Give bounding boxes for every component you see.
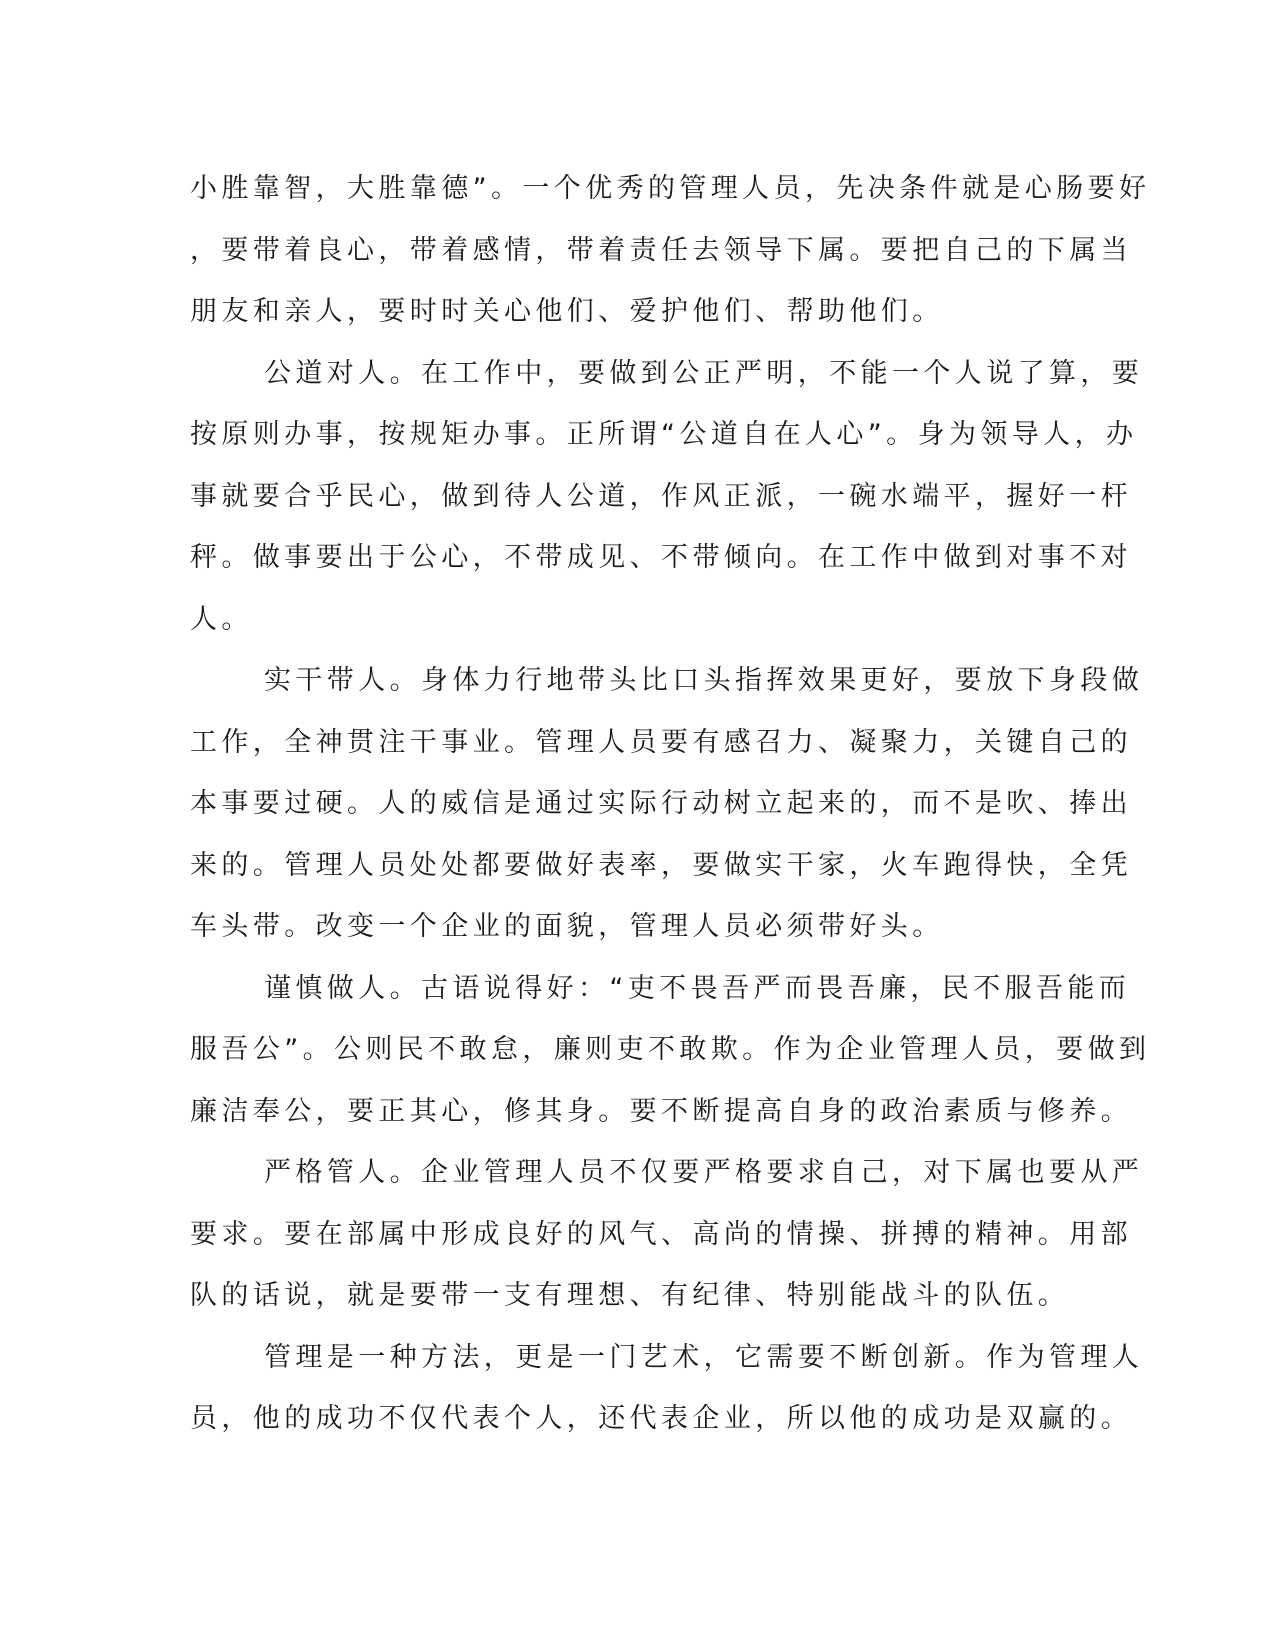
text-line: 按原则办事，按规矩办事。正所谓“公道自在人心”。身为领导人，办 [190,419,1138,450]
paragraph-first-line: 严格管人。企业管理人员不仅要严格要求自己，对下属也要从严 [264,1157,1144,1188]
text-line: 秤。做事要出于公心，不带成见、不带倾向。在工作中做到对事不对 [190,542,1132,573]
text-line: 队的话说，就是要带一支有理想、有纪律、特别能战斗的队伍。 [190,1280,1070,1311]
text-line: 工作，全神贯注干事业。管理人员要有感召力、凝聚力，关键自己的 [190,726,1132,758]
paragraph-first-line: 实干带人。身体力行地带头比口头指挥效果更好，要放下身段做 [264,665,1144,696]
text-line: 来的。管理人员处处都要做好表率，要做实干家，火车跑得快，全凭 [190,849,1132,881]
text-line: ，要带着良心，带着感情，带着责任去领导下属。要把自己的下属当 [190,234,1132,266]
paragraph-first-line: 管理是一种方法，更是一门艺术，它需要不断创新。作为管理人 [264,1341,1144,1373]
text-line: 朋友和亲人，要时时关心他们、爱护他们、帮助他们。 [190,296,944,327]
paragraph-first-line: 公道对人。在工作中，要做到公正严明，不能一个人说了算，要 [264,357,1144,389]
text-line: 员，他的成功不仅代表个人，还代表企业，所以他的成功是双赢的。 [190,1403,1132,1434]
paragraph-first-line: 谨慎做人。古语说得好：“吏不畏吾严而畏吾廉，民不服吾能而 [264,972,1131,1004]
text-line: 本事要过硬。人的威信是通过实际行动树立起来的，而不是吹、捧出 [190,788,1132,819]
text-line: 人。 [190,603,253,635]
text-line: 车头带。改变一个企业的面貌，管理人员必须带好头。 [190,911,944,942]
text-line: 要求。要在部属中形成良好的风气、高尚的情操、拼搏的精神。用部 [190,1218,1132,1250]
text-line: 事就要合乎民心，做到待人公道，作风正派，一碗水端平，握好一杆 [190,480,1132,512]
text-line: 廉洁奉公，要正其心，修其身。要不断提高自身的政治素质与修养。 [190,1095,1132,1127]
text-line: 服吾公”。公则民不敢怠，廉则吏不敢欺。作为企业管理人员，要做到 [190,1034,1151,1065]
text-line: 小胜靠智，大胜靠德”。一个优秀的管理人员，先决条件就是心肠要好 [190,173,1151,204]
document-body [190,158,1151,1450]
